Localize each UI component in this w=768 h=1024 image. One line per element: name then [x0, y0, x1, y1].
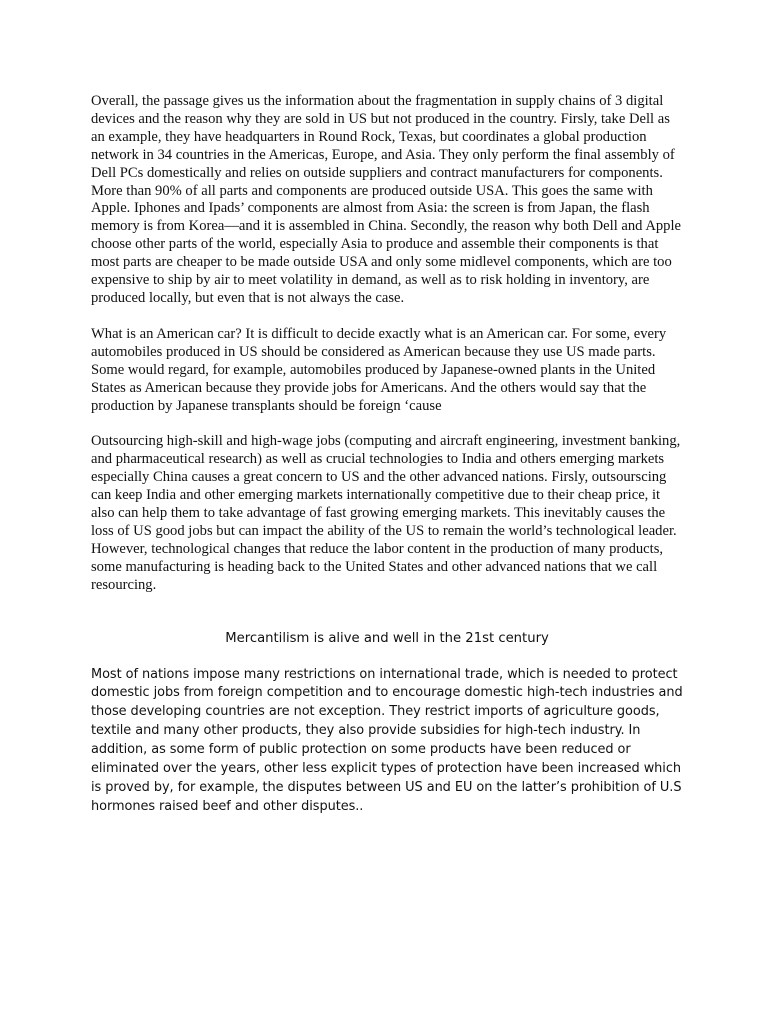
document-page [91, 93, 683, 817]
paragraph-american-car: What is an American car? It is difficult to decide exactly what is an American car. For some, every automobiles produced in US should be considered as American because they use US made parts. Some would regard, for example, automobiles produced by Japanese-owned plants in the United States as American because they provide jobs for Americans. And the others would say that the production by Japanese transplants should be foreign ‘cause [91, 325, 667, 414]
paragraph-supply-chains: Overall, the passage gives us the information about the fragmentation in supply chains of 3 digital devices and the reason why they are sold in US but not produced in the country. Firsly, take Dell as an example, they have headquarters in Round Rock, Texas, but coordinates a global production network in 34 countries in the Americas, Europe, and Asia. They only perform the final assembly of Dell PCs domestically and relies on outside suppliers and contract manufacturers for components. More than 90% of all parts and components are produced outside USA. This goes the same with Apple. Iphones and Ipads’ components are almost from Asia: the screen is from Japan, the flash memory is from Korea—and it is assembled in China. Secondly, the reason why both Dell and Apple choose other parts of the world, especially Asia to produce and assemble their components is that most parts are cheaper to be made outside USA and only some midlevel components, which are too expensive to ship by air to meet volatility in demand, as well as to risk holding in inventory, are produced locally, but even that is not always the case. [91, 93, 681, 306]
paragraph-mercantilism: Most of nations impose many restrictions on international trade, which is needed to protect domestic jobs from foreign competition and to encourage domestic high-tech industries and those developing countries are not exception. They restrict imports of agriculture goods, textile and many other products, they also provide subsidies for high-tech industry. In addition, as some form of public protection on some products have been reduced or eliminated over the years, other less explicit types of protection have been increased which is proved by, for example, the disputes between US and EU on the latter’s prohibition of U.S hormones raised beef and other disputes.. [91, 666, 683, 814]
paragraph-outsourcing: Outsourcing high-skill and high-wage jobs (computing and aircraft engineering, investment banking, and pharmaceutical research) as well as crucial technologies to India and others emerging markets especially China causes a great concern to US and the other advanced nations. Firsly, outsourscing can keep India and other emerging markets internationally competitive due to their cheap price, it also can help them to take advantage of fast growing emerging markets. This inevitably causes the loss of US good jobs but can impact the ability of the US to remain the world’s technological leader. However, technological changes that reduce the labor content in the production of many products, some manufacturing is heading back to the United States and other advanced nations that we call resourcing. [91, 433, 681, 593]
section-heading: Mercantilism is alive and well in the 21st century [225, 630, 549, 646]
